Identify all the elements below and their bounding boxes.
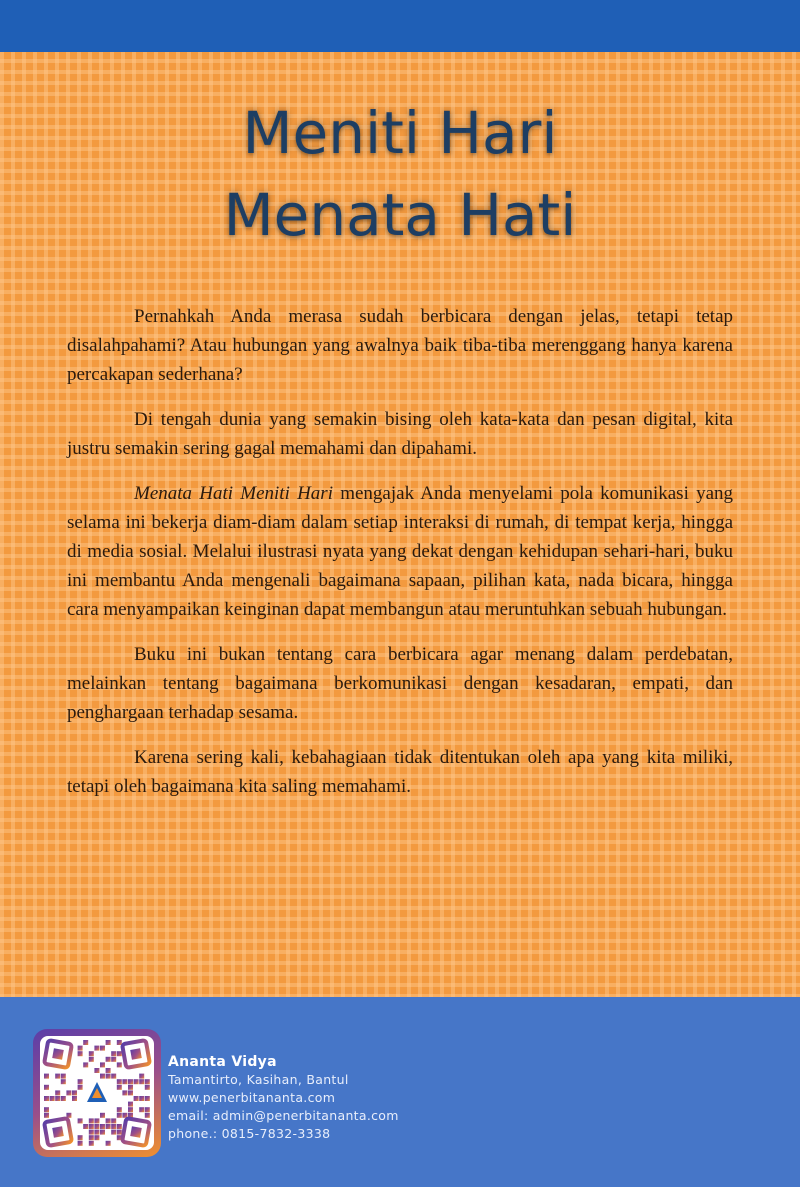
book-title — [0, 92, 800, 256]
blurb-paragraph-5: Karena sering kali, kebahagiaan tidak ditentukan oleh apa yang kita miliki, tetapi oleh bagaimana kita saling memahami. — [67, 747, 733, 797]
publisher-info — [168, 1053, 399, 1143]
blurb-book-title-italic: Menata Hati Meniti Hari — [134, 483, 333, 504]
title-line-2: Menata Hati — [223, 181, 577, 249]
publisher-email[interactable]: email: admin@penerbitananta.com — [168, 1108, 399, 1123]
blurb-paragraph-3-text: mengajak Anda menyelami pola komunikasi yang selama ini bekerja diam-diam dalam setiap interaksi di rumah, di tempat kerja, hingga di media sosial. Melalui ilustrasi nyata yang dekat dengan kehidupan sehari-hari, buku ini membantu Anda mengenali bagaimana sapaan, pilihan kata, nada bicara, hingga cara menyampaikan keinginan dapat membangun atau meruntuhkan sebuah hubungan. — [67, 483, 734, 620]
title-line-1: Meniti Hari — [242, 99, 558, 167]
blurb-paragraph-3 — [67, 479, 733, 624]
publisher-logo-icon — [84, 1080, 110, 1106]
qr-code-frame — [33, 1029, 161, 1157]
qr-code-icon — [40, 1036, 154, 1150]
publisher-website[interactable]: www.penerbitananta.com — [168, 1090, 336, 1105]
publisher-phone: phone.: 0815-7832-3338 — [168, 1126, 331, 1141]
blurb-paragraph-1: Pernahkah Anda merasa sudah berbicara dengan jelas, tetapi tetap disalahpahami? Atau hubungan yang awalnya baik tiba-tiba merenggang hanya karena percakapan sederhana? — [67, 306, 733, 385]
blurb-paragraph-2: Di tengah dunia yang semakin bising oleh kata-kata dan pesan digital, kita justru semakin sering gagal memahami dan dipahami. — [67, 409, 733, 459]
qr-code-graphic — [40, 1036, 154, 1150]
publisher-name: Ananta Vidya — [168, 1054, 277, 1070]
top-band — [0, 0, 800, 52]
cover-background — [0, 52, 800, 997]
back-cover-blurb — [67, 302, 733, 817]
publisher-address: Tamantirto, Kasihan, Bantul — [168, 1072, 349, 1087]
blurb-paragraph-4: Buku ini bukan tentang cara berbicara agar menang dalam perdebatan, melainkan tentang bagaimana berkomunikasi dengan kesadaran, empati, dan penghargaan terhadap sesama. — [67, 644, 733, 723]
publisher-footer — [0, 997, 800, 1187]
